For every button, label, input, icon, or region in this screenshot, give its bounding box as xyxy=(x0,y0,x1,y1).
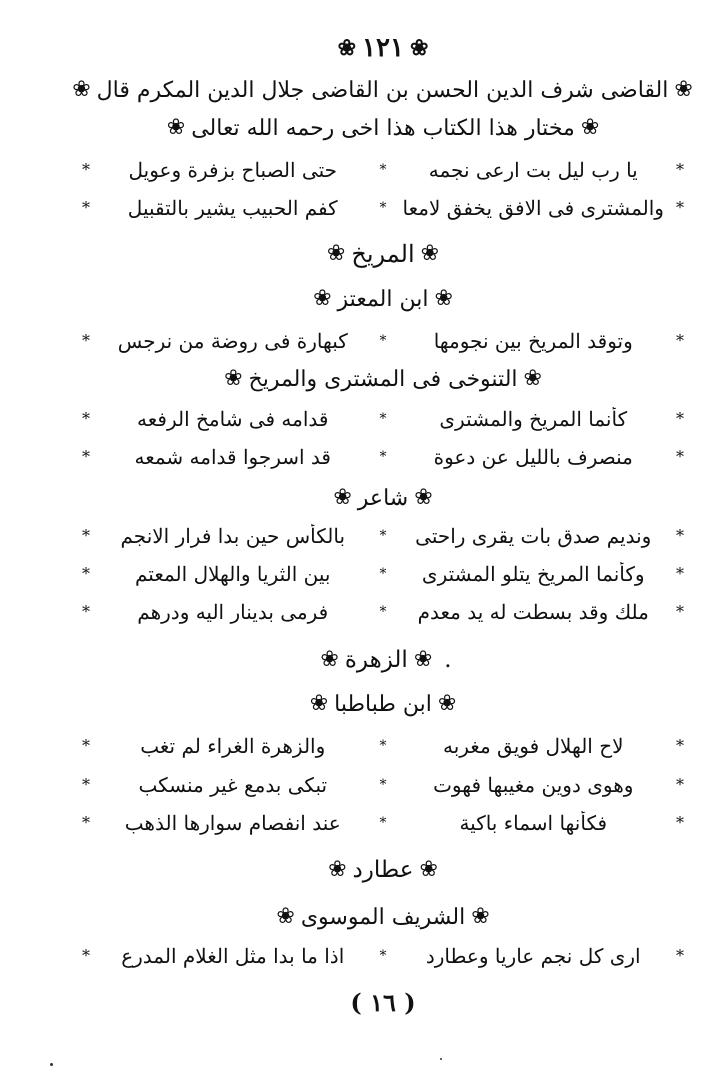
verse-line xyxy=(78,191,688,225)
intro-line-1 xyxy=(70,72,695,108)
star-icon: * xyxy=(379,738,387,754)
verse-line xyxy=(78,153,688,187)
verse-first-hemistich: والمشترى فى الافق يخفق لامعا xyxy=(402,196,664,220)
verse-second-hemistich: قد اسرجوا قدامه شمعه xyxy=(134,445,331,469)
star-icon: * xyxy=(676,775,684,794)
verse-line xyxy=(78,768,688,802)
verse-first-hemistich: وكأنما المريخ يتلو المشترى xyxy=(421,562,645,586)
star-icon: * xyxy=(379,162,387,178)
verse-second-hemistich: تبكى بدمع غير منسكب xyxy=(138,773,328,797)
ornament-icon: ❀ xyxy=(313,286,332,311)
star-icon: * xyxy=(82,331,90,350)
poet-name: ابن طباطبا xyxy=(334,691,432,717)
ornament-icon: ❀ xyxy=(309,691,329,716)
star-icon: * xyxy=(379,411,387,427)
verse-line xyxy=(78,557,688,591)
star-icon: * xyxy=(676,564,684,583)
ornament-icon: ❀ xyxy=(409,35,429,61)
ornament-icon: ❀ xyxy=(437,691,457,716)
verse-second-hemistich: فرمى بدينار اليه ودرهم xyxy=(137,600,329,624)
star-icon: * xyxy=(676,447,684,466)
poet-name: ابن المعتز xyxy=(337,286,429,312)
verse-second-hemistich: كبهارة فى روضة من نرجس xyxy=(117,329,348,353)
star-icon: * xyxy=(82,946,90,965)
poet-name: التنوخى فى المشترى والمريخ xyxy=(248,366,518,392)
star-icon: * xyxy=(82,736,90,755)
verse-line xyxy=(78,939,688,973)
page-header xyxy=(78,28,688,68)
intro-text: مختار هذا الكتاب هذا اخى رحمه الله تعالى xyxy=(191,115,575,141)
verse-first-hemistich: فكأنها اسماء باكية xyxy=(459,811,608,835)
verse-second-hemistich: كفم الحبيب يشير بالتقبيل xyxy=(127,196,338,220)
star-icon: * xyxy=(82,775,90,794)
star-icon: * xyxy=(379,528,387,544)
verse-line xyxy=(78,519,688,553)
verse-first-hemistich: ونديم صدق بات يقرى راحتى xyxy=(415,524,652,548)
ornament-icon: ❀ xyxy=(276,904,295,929)
star-icon: * xyxy=(82,813,90,832)
ornament-icon: ❀ xyxy=(72,77,91,102)
ornament-icon: ❀ xyxy=(523,366,542,391)
scan-speck xyxy=(50,1063,53,1066)
verse-first-hemistich: وتوقد المريخ بين نجومها xyxy=(433,329,633,353)
verse-line xyxy=(78,806,688,840)
verse-second-hemistich: حتى الصباح بزفرة وعويل xyxy=(128,158,337,182)
ornament-icon: ❀ xyxy=(337,35,357,61)
star-icon: * xyxy=(82,526,90,545)
ornament-icon: ❀ xyxy=(419,857,438,882)
poet-heading xyxy=(78,480,688,516)
ornament-icon: ❀ xyxy=(580,115,600,140)
star-icon: * xyxy=(676,602,684,621)
ornament-icon: ❀ xyxy=(320,647,339,672)
verse-second-hemistich: عند انفصام سوارها الذهب xyxy=(124,811,341,835)
verse-second-hemistich: قدامه فى شامخ الرفعه xyxy=(137,407,329,431)
verse-line xyxy=(78,324,688,358)
star-icon: * xyxy=(676,526,684,545)
star-icon: * xyxy=(82,198,90,217)
venus-dot: . xyxy=(444,647,452,673)
intro-text: القاضى شرف الدين الحسن بن القاضى جلال الدين المكرم قال xyxy=(96,77,669,103)
section-title: عطارد xyxy=(352,857,414,883)
section-title: المريخ xyxy=(351,240,415,268)
verse-first-hemistich: يا رب ليل بت ارعى نجمه xyxy=(428,158,638,182)
verse-line xyxy=(78,402,688,436)
page-footer xyxy=(78,982,688,1022)
star-icon: * xyxy=(676,736,684,755)
ornament-icon: ❀ xyxy=(471,904,490,929)
poet-heading xyxy=(78,281,688,317)
section-title-mercury xyxy=(78,850,688,890)
star-icon: * xyxy=(379,948,387,964)
ornament-icon: ❀ xyxy=(413,647,433,672)
poet-heading xyxy=(78,361,688,397)
star-icon: * xyxy=(82,409,90,428)
verse-second-hemistich: اذا ما بدا مثل الغلام المدرع xyxy=(121,944,345,968)
poet-heading xyxy=(78,899,688,935)
section-title-mars xyxy=(78,234,688,274)
ornament-icon: ❀ xyxy=(328,857,347,882)
poet-name: شاعر xyxy=(357,485,409,511)
ornament-icon: ❀ xyxy=(414,485,433,510)
page-number: ١٢١ xyxy=(362,33,404,63)
star-icon: * xyxy=(82,160,90,179)
star-icon: * xyxy=(82,602,90,621)
star-icon: * xyxy=(379,449,387,465)
star-icon: * xyxy=(379,200,387,216)
star-icon: * xyxy=(676,946,684,965)
star-icon: * xyxy=(379,815,387,831)
ornament-icon: ❀ xyxy=(326,241,346,266)
verse-second-hemistich: بين الثريا والهلال المعتم xyxy=(135,562,331,586)
section-title: الزهرة xyxy=(344,647,408,673)
poet-heading xyxy=(78,686,688,722)
verse-line xyxy=(78,440,688,474)
star-icon: * xyxy=(379,777,387,793)
footer-page-number: ( ١٦ ) xyxy=(350,987,416,1017)
ornament-icon: ❀ xyxy=(420,241,440,266)
verse-line xyxy=(78,595,688,629)
star-icon: * xyxy=(379,333,387,349)
ornament-icon: ❀ xyxy=(333,485,352,510)
ornament-icon: ❀ xyxy=(166,115,186,140)
verse-first-hemistich: ارى كل نجم عاريا وعطارد xyxy=(425,944,641,968)
star-icon: * xyxy=(379,566,387,582)
verse-first-hemistich: وهوى دوين مغيبها فهوت xyxy=(433,773,634,797)
verse-first-hemistich: منصرف بالليل عن دعوة xyxy=(433,445,633,469)
intro-line-2 xyxy=(78,110,688,146)
star-icon: * xyxy=(676,198,684,217)
star-icon: * xyxy=(676,331,684,350)
ornament-icon: ❀ xyxy=(224,366,243,391)
verse-second-hemistich: والزهرة الغراء لم تغب xyxy=(140,734,326,758)
verse-first-hemistich: كأنما المريخ والمشترى xyxy=(439,407,628,431)
star-icon: * xyxy=(676,160,684,179)
section-title-venus xyxy=(78,640,688,680)
star-icon: * xyxy=(676,813,684,832)
star-icon: * xyxy=(82,447,90,466)
star-icon: * xyxy=(676,409,684,428)
verse-line xyxy=(78,729,688,763)
verse-first-hemistich: ملك وقد بسطت له يد معدم xyxy=(417,600,649,624)
ornament-icon: ❀ xyxy=(674,77,693,102)
poet-name: الشريف الموسوى xyxy=(300,904,466,930)
ornament-icon: ❀ xyxy=(434,286,453,311)
verse-first-hemistich: لاح الهلال فويق مغربه xyxy=(442,734,624,758)
star-icon: * xyxy=(379,604,387,620)
verse-second-hemistich: بالكأس حين بدا فرار الانجم xyxy=(120,524,346,548)
star-icon: * xyxy=(82,564,90,583)
scan-speck xyxy=(440,1058,442,1060)
